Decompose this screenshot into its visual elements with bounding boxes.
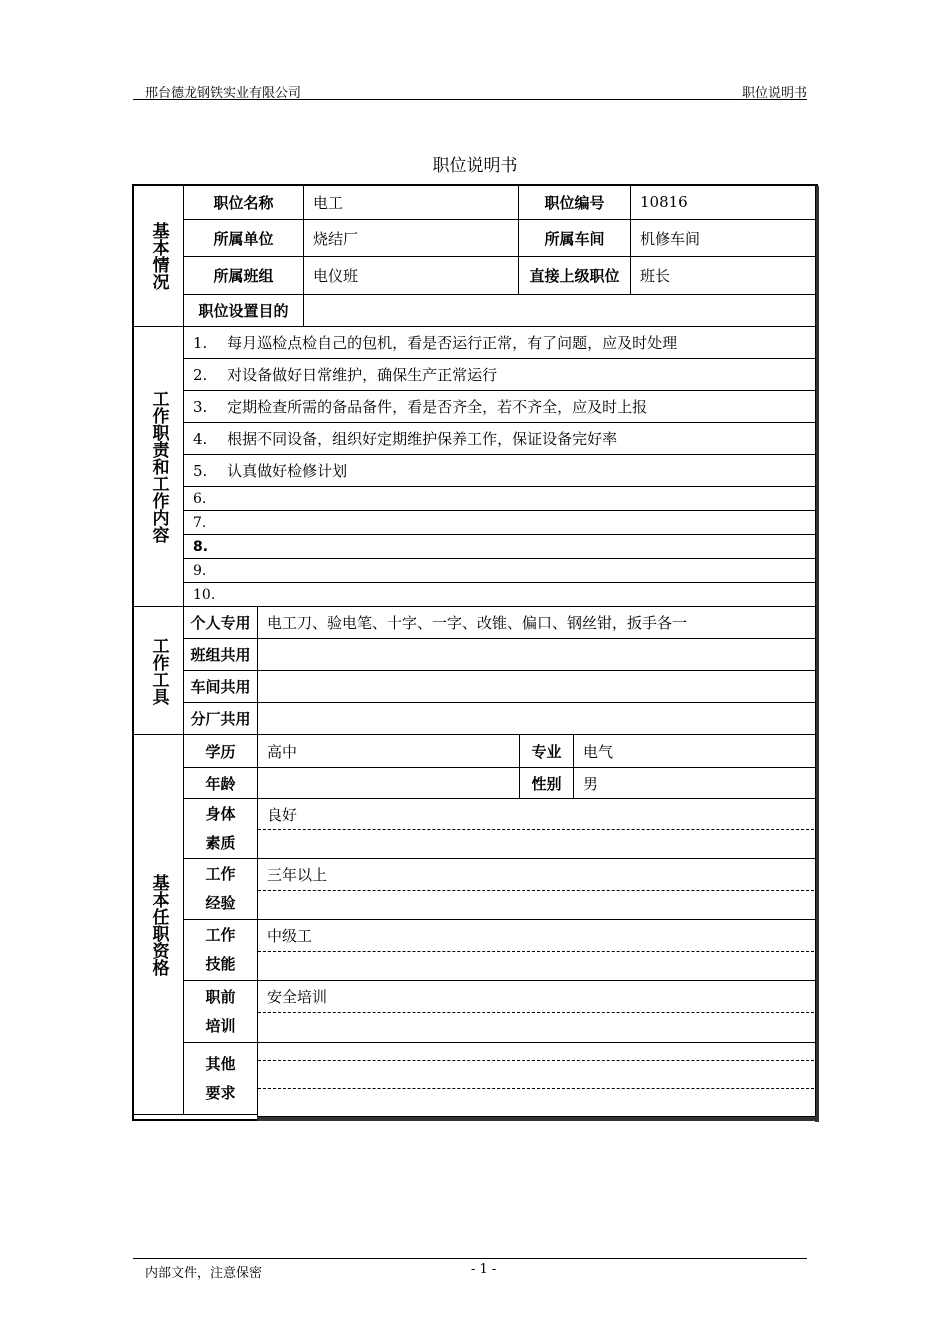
section-qualifications: 基本任职资格: [132, 734, 184, 1115]
duty-item: 3. 定期检查所需的备品备件，看是否齐全，若不齐全，应及时上报: [183, 390, 816, 423]
other-label: [183, 1042, 258, 1115]
training-label-line1: 职前: [205, 987, 236, 1006]
unit-label: 所属单位: [183, 219, 304, 257]
gender-label: 性别: [519, 767, 574, 799]
position-name-value: 电工: [303, 184, 519, 220]
tool-row-label: 班组共用: [183, 638, 258, 671]
duty-item: 1. 每月巡检点检自己的包机，看是否运行正常，有了问题，应及时处理: [183, 326, 816, 359]
superior-value: 班长: [630, 256, 816, 295]
other-label-line1: 其他: [205, 1054, 236, 1073]
other-value: [257, 1042, 816, 1117]
physical-label-line1: 身体: [205, 804, 236, 823]
team-label: 所属班组: [183, 256, 304, 295]
duty-item: 5. 认真做好检修计划: [183, 454, 816, 487]
duty-item: 9.: [183, 558, 816, 583]
training-value: 安全培训: [257, 980, 816, 1043]
company-name: 邢台德龙钢铁实业有限公司: [145, 86, 302, 101]
header-doc-type: 职位说明书: [741, 86, 807, 101]
gender-value: 男: [573, 767, 816, 799]
header-divider: [133, 99, 807, 100]
tool-row-label: 车间共用: [183, 670, 258, 703]
footer-divider: [133, 1258, 807, 1259]
training-label-line2: 培训: [205, 1016, 236, 1035]
tool-row-value: [257, 638, 816, 671]
duty-item: 7.: [183, 510, 816, 535]
tool-row-value: [257, 670, 816, 703]
dashed-divider: [258, 1060, 814, 1061]
skill-label: [183, 919, 258, 981]
document-title: 职位说明书: [432, 156, 518, 176]
experience-label-line2: 经验: [205, 894, 236, 912]
experience-label: [183, 858, 258, 920]
section-duties: 工作职责和工作内容: [132, 326, 184, 607]
purpose-value: [303, 294, 816, 327]
education-value: 高中: [257, 734, 520, 768]
skill-label-line1: 工作: [205, 926, 236, 944]
skill-label-line2: 技能: [205, 955, 236, 973]
section-basic-info: 基本情况: [132, 184, 184, 327]
duty-item: 2. 对设备做好日常维护，确保生产正常运行: [183, 358, 816, 391]
purpose-label: 职位设置目的: [183, 294, 304, 327]
table-shadow-bottom: [257, 1117, 819, 1121]
tool-row-value: [257, 702, 816, 735]
duty-item: 4. 根据不同设备，组织好定期维护保养工作，保证设备完好率: [183, 422, 816, 455]
age-label: 年龄: [183, 767, 258, 799]
superior-label: 直接上级职位: [518, 256, 631, 295]
major-value: 电气: [573, 734, 816, 768]
major-label: 专业: [519, 734, 574, 768]
physical-label-line2: 素质: [205, 833, 236, 852]
education-label: 学历: [183, 734, 258, 768]
tool-row-value: 电工刀、验电笔、十字、一字、改锥、偏口、钢丝钳，扳手各一: [257, 606, 816, 639]
position-name-label: 职位名称: [183, 184, 304, 220]
dashed-divider: [258, 1012, 814, 1013]
duty-item: 6.: [183, 486, 816, 511]
dashed-divider: [258, 829, 814, 830]
confidential-note: 内部文件，注意保密: [145, 1266, 263, 1281]
dashed-divider: [258, 951, 814, 952]
duty-item: 10.: [183, 582, 816, 607]
experience-label-line1: 工作: [205, 865, 236, 883]
workshop-label: 所属车间: [518, 219, 631, 257]
skill-value: 中级工: [257, 919, 816, 981]
team-value: 电仪班: [303, 256, 519, 295]
workshop-value: 机修车间: [630, 219, 816, 257]
position-code-value: 10816: [630, 184, 816, 220]
position-code-label: 职位编号: [518, 184, 631, 220]
dashed-divider: [258, 890, 814, 891]
physical-label: [183, 798, 258, 859]
unit-value: 烧结厂: [303, 219, 519, 257]
dashed-divider: [258, 1088, 814, 1089]
other-label-line2: 要求: [205, 1083, 236, 1102]
tool-row-label: 分厂共用: [183, 702, 258, 735]
training-label: [183, 980, 258, 1043]
tool-row-label: 个人专用: [183, 606, 258, 639]
physical-value: 良好: [257, 798, 816, 859]
section-tools: 工作工具: [132, 606, 184, 735]
experience-value: 三年以上: [257, 858, 816, 920]
duty-item: 8.: [183, 534, 816, 559]
age-value: [257, 767, 520, 799]
page-number: - 1 -: [471, 1262, 497, 1277]
